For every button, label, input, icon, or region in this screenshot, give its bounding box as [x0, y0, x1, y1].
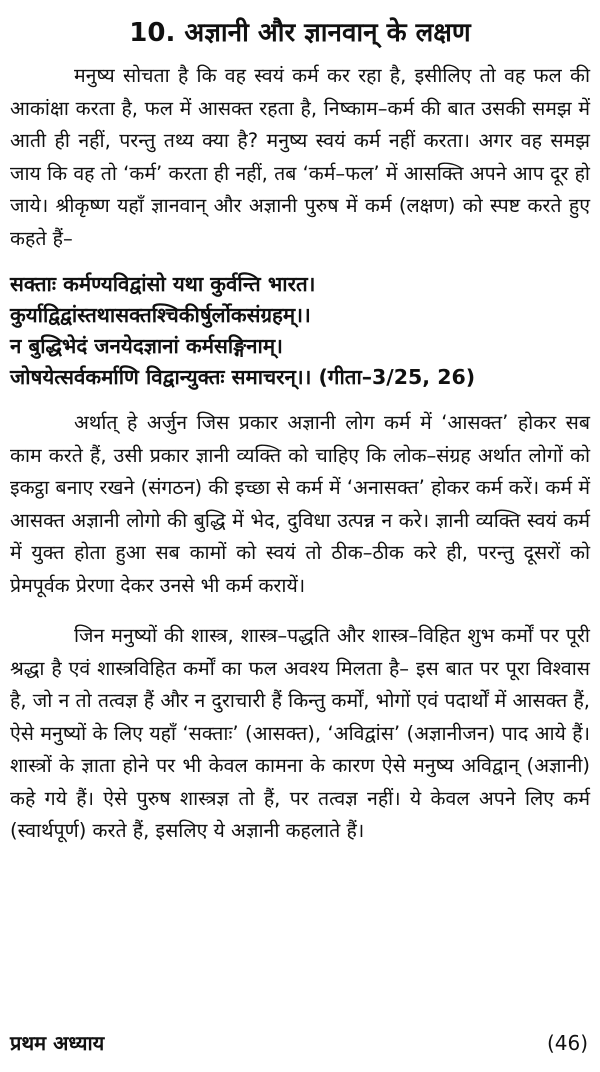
- paragraph-intro: मनुष्य सोचता है कि वह स्वयं कर्म कर रहा है, इसीलिए तो वह फल की आकांक्षा करता है, फल में आसक्त रहता है, निष्काम–कर्म की बात उसकी समझ में आती ही नहीं, परन्तु तथ्य क्या है? मनुष्य स्वयं कर्म नहीं करता। अगर वह समझ जाय कि वह तो ‘कर्म’ करता ही नहीं, तब ‘कर्म–फल’ में आसक्ति अपने आप दूर हो जाये। श्रीकृष्ण यहाँ ज्ञानवान् और अज्ञानी पुरुष में कर्म (लक्षण) को स्पष्ट करते हुए कहते हैं–: [10, 64, 590, 250]
- verse-line: कुर्याद्विद्वांस्तथासक्तश्चिकीर्षुर्लोकसंग्रहम्।।: [10, 303, 311, 327]
- verse-line: न बुद्धिभेदं जनयेदज्ञानां कर्मसङ्गिनाम्।: [10, 334, 283, 358]
- gita-verse-block: [10, 269, 590, 393]
- footer-chapter-name: प्रथम अध्याय: [10, 1031, 105, 1055]
- verse-line: सक्ताः कर्मण्यविद्वांसो यथा कुर्वन्ति भारत।: [10, 272, 316, 296]
- chapter-section-title: 10. अज्ञानी और ज्ञानवान् के लक्षण: [129, 18, 471, 48]
- verse-line: जोषयेत्सर्वकर्माणि विद्वान्युक्तः समाचरन्।। (गीता–3/25, 26): [10, 365, 476, 389]
- page-number: (46): [546, 1031, 588, 1055]
- page-footer: [10, 1028, 588, 1058]
- paragraph-gap: [10, 602, 590, 620]
- paragraph-explanation: अर्थात् हे अर्जुन जिस प्रकार अज्ञानी लोग कर्म में ‘आसक्त’ होकर सब काम करते हैं, उसी प्रकार ज्ञानी व्यक्ति को चाहिए कि लोक–संग्रह अर्थात लोगों को इकट्ठा बनाए रखने (संगठन) की इच्छा से कर्म में ‘अनासक्त’ होकर कर्म करें। कर्म में आसक्त अज्ञानी लोगो की बुद्धि में भेद, दुविधा उत्पन्न न करे। ज्ञानी व्यक्ति स्वयं कर्म में युक्त होता हुआ सब कामों को स्वयं तो ठीक–ठीक करे ही, परन्तु दूसरों को प्रेमपूर्वक प्रेरणा देकर उनसे भी कर्म करायें।: [10, 411, 590, 597]
- paragraph-commentary: जिन मनुष्यों की शास्त्र, शास्त्र–पद्धति और शास्त्र–विहित शुभ कर्मों पर पूरी श्रद्धा है एवं शास्त्रविहित कर्मों का फल अवश्य मिलता है– इस बात पर पूरा विश्वास है, जो न तो तत्वज्ञ हैं और न दुराचारी हैं किन्तु कर्मों, भोगों एवं पदार्थों में आसक्त हैं, ऐसे मनुष्यों के लिए यहाँ ‘सक्ताः’ (आसक्त), ‘अविद्वांस’ (अज्ञानीजन) पाद आये हैं। शास्त्रों के ज्ञाता होने पर भी केवल कामना के कारण ऐसे मनुष्य अविद्वान् (अज्ञानी) कहे गये हैं। ऐसे पुरुष शास्त्रज्ञ तो हैं, पर तत्वज्ञ नहीं। ये केवल अपने लिए कर्म (स्वार्थपूर्ण) करते हैं, इसलिए ये अज्ञानी कहलाते हैं।: [10, 624, 590, 842]
